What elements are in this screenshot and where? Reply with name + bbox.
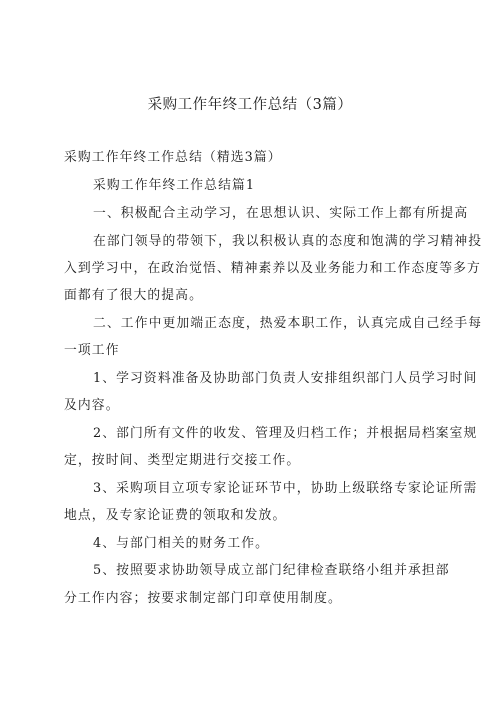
document-subtitle: 采购工作年终工作总结（精选3篇）: [64, 150, 282, 165]
paragraph-line: 4、与部门相关的财务工作。: [93, 536, 270, 551]
paragraph-line: 入到学习中，在政治觉悟、精神素养以及业务能力和工作态度等多方: [64, 261, 481, 276]
paragraph-line: 及内容。: [64, 398, 120, 413]
paragraph-line: 二、工作中更加端正态度，热爱本职工作，认真完成自己经手每: [93, 316, 483, 331]
paragraph-line: 1、学习资料准备及协助部门负责人安排组织部门人员学习时间: [93, 371, 478, 386]
paragraph-line: 分工作内容；按要求制定部门印章使用制度。: [64, 591, 342, 606]
section-heading: 采购工作年终工作总结篇1: [93, 178, 256, 193]
paragraph-line: 面都有了很大的提高。: [64, 288, 203, 303]
paragraph-line: 2、部门所有文件的收发、管理及归档工作；并根据局档案室规: [93, 426, 478, 441]
document-title: 采购工作年终工作总结（3篇）: [147, 97, 353, 113]
paragraph-line: 地点，及专家论证费的领取和发放。: [64, 508, 287, 523]
paragraph-line: 3、采购项目立项专家论证环节中，协助上级联络专家论证所需: [93, 481, 478, 496]
paragraph-line: 定，按时间、类型定期进行交接工作。: [64, 453, 301, 468]
paragraph-line: 5、按照要求协助领导成立部门纪律检查联络小组并承担部: [93, 563, 450, 578]
paragraph-line: 一、积极配合主动学习，在思想认识、实际工作上都有所提高: [93, 206, 469, 221]
paragraph-line: 一项工作: [64, 343, 120, 358]
paragraph-line: 在部门领导的带领下，我以积极认真的态度和饱满的学习精神投: [93, 234, 483, 249]
